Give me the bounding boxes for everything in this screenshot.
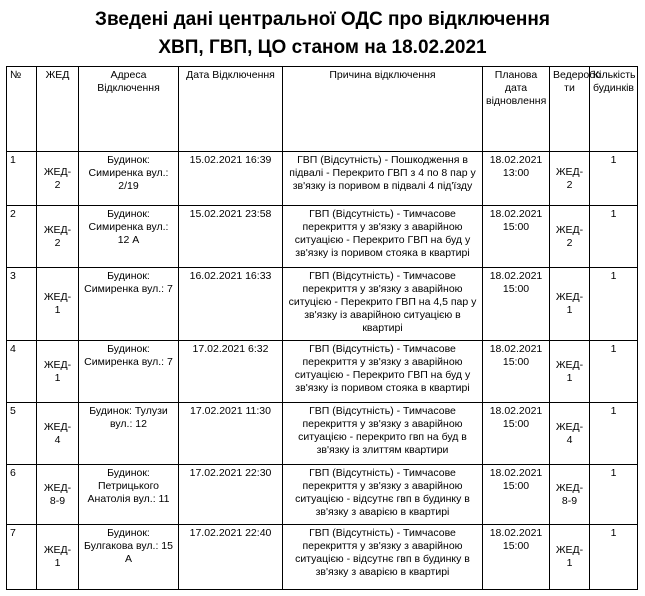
cell-count: 1 — [590, 268, 638, 341]
cell-works: ЖЕД- 1 — [550, 341, 590, 403]
cell-planned: 18.02.2021 15:00 — [483, 525, 550, 590]
header-count: Кількість будинків — [590, 67, 638, 152]
cell-works: ЖЕД- 2 — [550, 152, 590, 206]
cell-cause: ГВП (Відсутність) - Тимчасове перекриття у зв'язку з аварійною ситуацією - відсутнє гвп в будинку в зв'язку з аварією в квартирі — [283, 465, 483, 525]
cell-date: 16.02.2021 16:33 — [179, 268, 283, 341]
header-date: Дата Відключення — [179, 67, 283, 152]
cell-date: 17.02.2021 22:40 — [179, 525, 283, 590]
cell-num: 2 — [7, 206, 37, 268]
cell-works: ЖЕД- 4 — [550, 403, 590, 465]
cell-num: 1 — [7, 152, 37, 206]
cell-zhed: ЖЕД- 1 — [37, 341, 79, 403]
table-row — [7, 465, 638, 525]
header-address: Адреса Відключення — [79, 67, 179, 152]
document-title — [0, 6, 645, 62]
cell-planned: 18.02.2021 15:00 — [483, 268, 550, 341]
cell-cause: ГВП (Відсутність) - Тимчасове перекриття у зв'язку з аварійною ситуцією - Перекрито ГВП на 4,5 пар у зв'язку із аварійною ситуацією в квартирі — [283, 268, 483, 341]
cell-planned: 18.02.2021 13:00 — [483, 152, 550, 206]
cell-address: Будинок: Петрицького Анатолія вул.: 11 — [79, 465, 179, 525]
cell-works: ЖЕД- 2 — [550, 206, 590, 268]
cell-num: 4 — [7, 341, 37, 403]
cell-num: 3 — [7, 268, 37, 341]
cell-zhed: ЖЕД- 8-9 — [37, 465, 79, 525]
cell-zhed: ЖЕД- 2 — [37, 206, 79, 268]
outage-table — [6, 66, 638, 590]
cell-num: 5 — [7, 403, 37, 465]
table-row — [7, 525, 638, 590]
header-num: № — [7, 67, 37, 152]
cell-date: 17.02.2021 6:32 — [179, 341, 283, 403]
cell-works: ЖЕД- 1 — [550, 525, 590, 590]
cell-cause: ГВП (Відсутність) - Тимчасове перекриття у зв'язку з аварійною ситуацією - Перекрито ГВП на буд у зв'язку із поривом стояка в квартирі — [283, 341, 483, 403]
cell-planned: 18.02.2021 15:00 — [483, 341, 550, 403]
cell-works: ЖЕД- 1 — [550, 268, 590, 341]
cell-cause: ГВП (Відсутність) - Тимчасове перекриття у зв'язку з аварійною ситуацією - Перекрито ГВП на буд у зв'язку із поривом стояка в квартирі — [283, 206, 483, 268]
header-zhed: ЖЕД — [37, 67, 79, 152]
cell-count: 1 — [590, 465, 638, 525]
table-row — [7, 403, 638, 465]
cell-works: ЖЕД- 8-9 — [550, 465, 590, 525]
cell-address: Будинок: Булгакова вул.: 15 А — [79, 525, 179, 590]
cell-cause: ГВП (Відсутність) - Тимчасове перекриття у зв'язку з аварійною ситуацією - перекрито гвп на буд в зв'язку із злиттям квартири — [283, 403, 483, 465]
title-line-2: ХВП, ГВП, ЦО станом на 18.02.2021 — [158, 37, 487, 58]
cell-planned: 18.02.2021 15:00 — [483, 403, 550, 465]
table-row — [7, 341, 638, 403]
cell-address: Будинок: Симиренка вул.: 2/19 — [79, 152, 179, 206]
cell-planned: 18.02.2021 15:00 — [483, 206, 550, 268]
cell-count: 1 — [590, 525, 638, 590]
title-line-1: Зведені дані центральної ОДС про відключення — [95, 9, 550, 30]
cell-address: Будинок: Симиренка вул.: 7 — [79, 268, 179, 341]
cell-count: 1 — [590, 152, 638, 206]
cell-zhed: ЖЕД- 1 — [37, 525, 79, 590]
cell-zhed: ЖЕД- 1 — [37, 268, 79, 341]
cell-cause: ГВП (Відсутність) - Тимчасове перекриття у зв'язку з аварійною ситуацією - відсутнє гвп в будинку в зв'язку з аварією в квартирі — [283, 525, 483, 590]
cell-address: Будинок: Тулузи вул.: 12 — [79, 403, 179, 465]
header-row — [7, 67, 638, 152]
header-works: Ведеробо ти — [550, 67, 590, 152]
cell-zhed: ЖЕД- 2 — [37, 152, 79, 206]
cell-count: 1 — [590, 206, 638, 268]
cell-cause: ГВП (Відсутність) - Пошкодження в підвалі - Перекрито ГВП з 4 по 8 пар у зв'язку із поривом в підвалі 4 під'їзду — [283, 152, 483, 206]
cell-count: 1 — [590, 403, 638, 465]
cell-address: Будинок: Симиренка вул.: 12 А — [79, 206, 179, 268]
cell-planned: 18.02.2021 15:00 — [483, 465, 550, 525]
cell-date: 15.02.2021 23:58 — [179, 206, 283, 268]
header-cause: Причина відключення — [283, 67, 483, 152]
cell-date: 15.02.2021 16:39 — [179, 152, 283, 206]
cell-num: 6 — [7, 465, 37, 525]
cell-zhed: ЖЕД- 4 — [37, 403, 79, 465]
cell-date: 17.02.2021 11:30 — [179, 403, 283, 465]
cell-num: 7 — [7, 525, 37, 590]
cell-address: Будинок: Симиренка вул.: 7 — [79, 341, 179, 403]
table-row — [7, 268, 638, 341]
header-planned: Планова дата відновлення — [483, 67, 550, 152]
table-row — [7, 152, 638, 206]
cell-count: 1 — [590, 341, 638, 403]
table-row — [7, 206, 638, 268]
cell-date: 17.02.2021 22:30 — [179, 465, 283, 525]
